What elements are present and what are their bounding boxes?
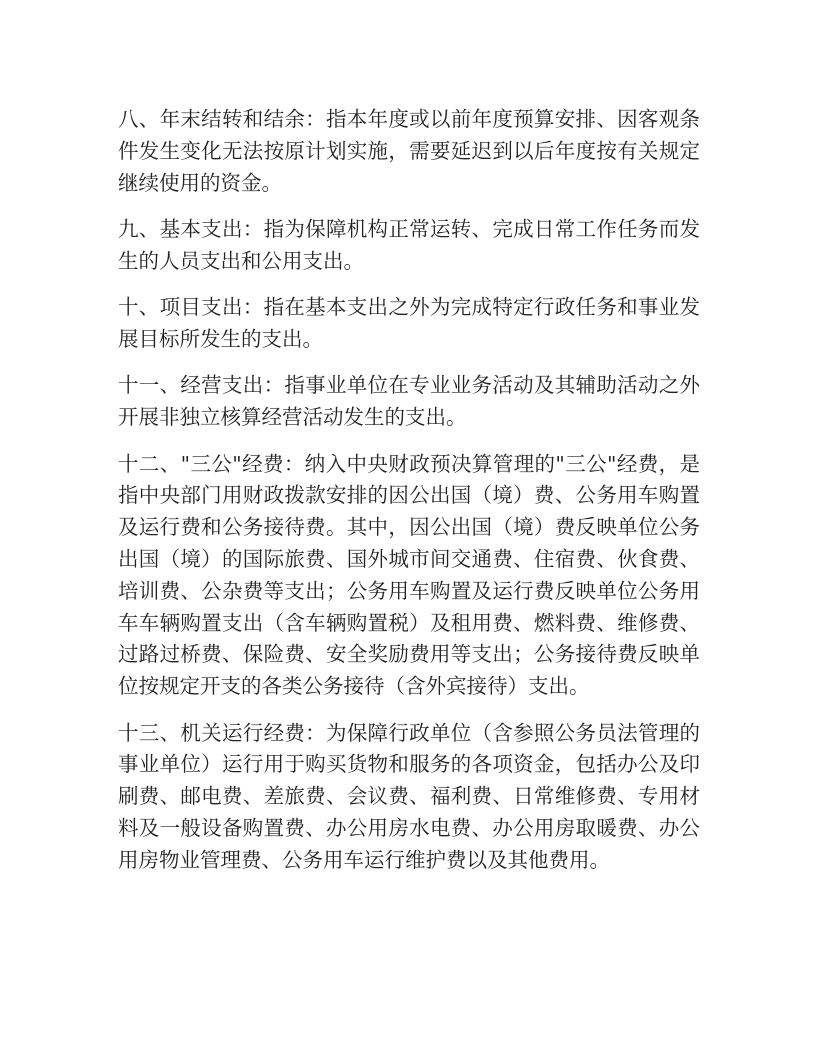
paragraph-year-end-carryover: 八、年末结转和结余：指本年度或以前年度预算安排、因客观条件发生变化无法按原计划实施，需要延迟到以后年度按有关规定继续使用的资金。: [118, 107, 700, 195]
document-page: [118, 104, 700, 891]
paragraph-three-public-expenses: 十二、"三公"经费：纳入中央财政预决算管理的"三公"经费，是指中央部门用财政拨款安排的因公出国（境）费、公务用车购置及运行费和公务接待费。其中，因公出国（境）费反映单位公务出国（境）的国际旅费、国外城市间交通费、住宿费、伙食费、培训费、公杂费等支出；公务用车购置及运行费反映单位公务用车车辆购置支出（含车辆购置税）及租用费、燃料费、维修费、过路过桥费、保险费、安全奖励费用等支出；公务接待费反映单位按规定开支的各类公务接待（含外宾接待）支出。: [118, 451, 700, 699]
paragraph-project-expenditure: 十、项目支出：指在基本支出之外为完成特定行政任务和事业发展目标所发生的支出。: [118, 295, 700, 351]
paragraph-agency-operating-expenses: 十三、机关运行经费：为保障行政单位（含参照公务员法管理的事业单位）运行用于购买货物和服务的各项资金，包括办公及印刷费、邮电费、差旅费、会议费、福利费、日常维修费、专用材料及一般设备购置费、办公用房水电费、办公用房取暖费、办公用房物业管理费、公务用车运行维护费以及其他费用。: [118, 720, 700, 872]
paragraph-operating-expenditure: 十一、经营支出：指事业单位在专业业务活动及其辅助活动之外开展非独立核算经营活动发生的支出。: [118, 373, 700, 430]
paragraph-basic-expenditure: 九、基本支出：指为保障机构正常运转、完成日常工作任务而发生的人员支出和公用支出。: [118, 216, 700, 273]
